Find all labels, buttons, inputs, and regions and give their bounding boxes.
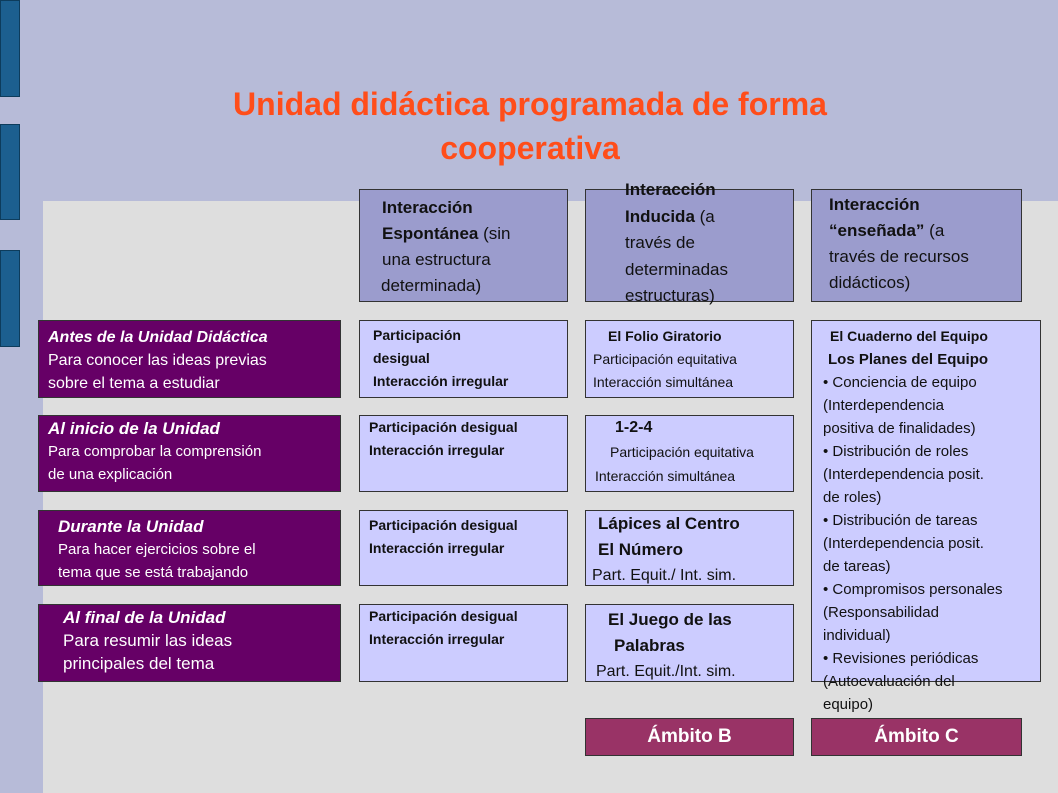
cell-inducida-folio: El Folio Giratorio Participación equitativa Interacción simultánea <box>585 320 794 398</box>
ambito-c-label: Ámbito C <box>811 718 1022 756</box>
side-tab-1 <box>0 0 20 97</box>
cell-espontanea-antes: Participación desigual Interacción irregular <box>359 320 568 398</box>
cell-espontanea-final: Participación desigual Interacción irregular <box>359 604 568 682</box>
header-inducida: Interacción Inducida (a través de determinadas estructuras) <box>585 189 794 302</box>
side-tab-3 <box>0 250 20 347</box>
phase-durante: Durante la Unidad Para hacer ejercicios sobre el tema que se está trabajando <box>38 510 341 586</box>
phase-inicio: Al inicio de la Unidad Para comprobar la comprensión de una explicación <box>38 415 341 492</box>
side-tab-2 <box>0 124 20 220</box>
ambito-b-label: Ámbito B <box>585 718 794 756</box>
header-espontanea: Interacción Espontánea (sin una estructura determinada) <box>359 189 568 302</box>
cell-espontanea-inicio: Participación desigual Interacción irregular <box>359 415 568 492</box>
cell-ensenada-recursos: El Cuaderno del Equipo Los Planes del Equipo • Conciencia de equipo (Interdependencia positiva de finalidades) • Distribución de roles (Interdependencia posit. de roles) • Distribución de tareas (Interdependencia posit. de tareas) • Compromisos personales (Responsabilidad individual) • Revisiones periódicas (Autoevaluación del equipo) <box>811 320 1041 682</box>
phase-antes: Antes de la Unidad Didáctica Para conocer las ideas previas sobre el tema a estudiar <box>38 320 341 398</box>
slide-title: Unidad didáctica programada de forma cooperativa <box>233 86 827 166</box>
cell-espontanea-durante: Participación desigual Interacción irregular <box>359 510 568 586</box>
cell-inducida-lapices: Lápices al Centro El Número Part. Equit./ Int. sim. <box>585 510 794 586</box>
phase-final: Al final de la Unidad Para resumir las ideas principales del tema <box>38 604 341 682</box>
cell-inducida-124: 1-2-4 Participación equitativa Interacción simultánea <box>585 415 794 492</box>
cell-inducida-juego: El Juego de las Palabras Part. Equit./Int. sim. <box>585 604 794 682</box>
header-ensenada: Interacción “enseñada” (a través de recursos didácticos) <box>811 189 1022 302</box>
